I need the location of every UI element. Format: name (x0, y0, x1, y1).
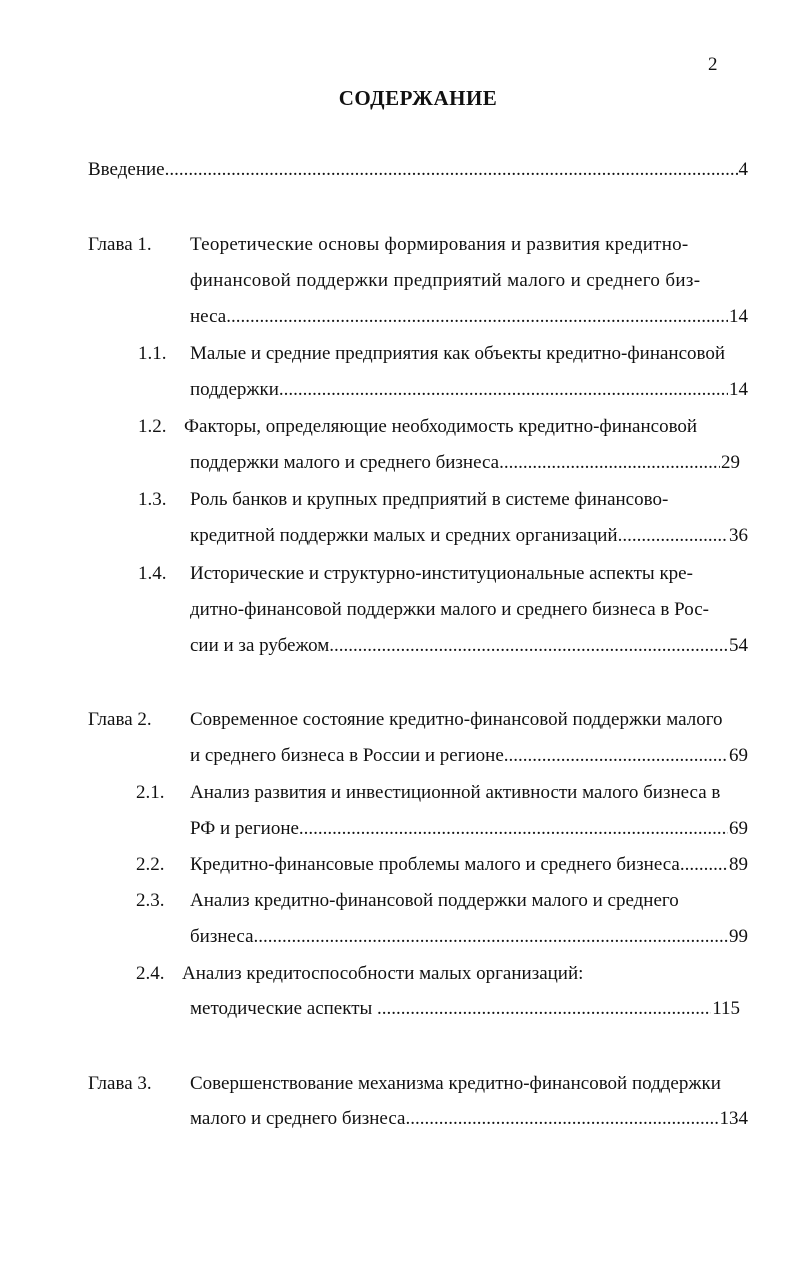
entry-text: поддержки (190, 379, 279, 400)
dot-leader (499, 451, 720, 475)
dot-leader (226, 305, 728, 329)
entry-page: 14 (729, 306, 748, 327)
entry-text: методические аспекты (190, 998, 378, 1019)
section-number: 2.4. (136, 963, 165, 984)
section-number: 2.2. (136, 854, 165, 875)
section-title-line: Роль банков и крупных предприятий в системе финансово- (190, 489, 669, 510)
entry-page: 134 (719, 1108, 748, 1129)
dot-leader (405, 1107, 718, 1131)
chapter-label: Глава 3. (88, 1073, 152, 1094)
chapter-label: Глава 1. (88, 234, 152, 255)
entry-page: 29 (721, 452, 740, 473)
entry-text: малого и среднего бизнеса (190, 1108, 406, 1129)
chapter-label: Глава 2. (88, 709, 152, 730)
toc-entry-chapter-3[interactable] (190, 1107, 748, 1131)
entry-text: Введение (88, 159, 165, 180)
toc-entry-chapter-1[interactable] (190, 305, 748, 329)
section-title-line: Анализ кредитоспособности малых организаций: (182, 963, 584, 984)
entry-page: 115 (712, 998, 740, 1019)
entry-page: 89 (729, 854, 748, 875)
dot-leader (377, 997, 711, 1021)
entry-text: кредитной поддержки малых и средних организаций (190, 525, 618, 546)
chapter-title-line: финансовой поддержки предприятий малого и среднего биз- (190, 270, 701, 291)
entry-text: сии и за рубежом (190, 635, 330, 656)
toc-entry-section-1-4[interactable] (190, 634, 748, 658)
section-title-line: Исторические и структурно-институциональные аспекты кре- (190, 563, 693, 584)
dot-leader (504, 744, 728, 768)
toc-entry-section-1-1[interactable] (190, 378, 748, 402)
entry-page: 4 (738, 159, 748, 180)
toc-entry-section-2-3[interactable] (190, 925, 748, 949)
section-number: 2.1. (136, 782, 165, 803)
toc-entry-section-2-2[interactable] (190, 853, 748, 877)
section-number: 1.2. (138, 416, 167, 437)
dot-leader (680, 853, 728, 877)
toc-entry-chapter-2[interactable] (190, 744, 748, 768)
toc-entry-section-2-4[interactable] (190, 997, 740, 1021)
entry-text: Кредитно-финансовые проблемы малого и среднего бизнеса (190, 854, 680, 875)
entry-text: РФ и регионе (190, 818, 299, 839)
section-title-line: Факторы, определяющие необходимость кредитно-финансовой (184, 416, 698, 437)
dot-leader (618, 524, 728, 548)
toc-entry-section-1-2[interactable] (190, 451, 740, 475)
entry-text: бизнеса (190, 926, 254, 947)
section-number: 1.3. (138, 489, 167, 510)
section-title-line: дитно-финансовой поддержки малого и среднего бизнеса в Рос- (190, 599, 709, 620)
toc-entry-intro[interactable] (88, 158, 748, 182)
entry-text: и среднего бизнеса в России и регионе (190, 745, 504, 766)
section-number: 2.3. (136, 890, 165, 911)
entry-page: 99 (729, 926, 748, 947)
dot-leader (299, 817, 728, 841)
dot-leader (279, 378, 728, 402)
entry-page: 36 (729, 525, 748, 546)
section-number: 1.4. (138, 563, 167, 584)
entry-text: неса (190, 306, 227, 327)
entry-page: 54 (729, 635, 748, 656)
page-number: 2 (708, 54, 718, 75)
entry-page: 69 (729, 818, 748, 839)
section-title-line: Анализ кредитно-финансовой поддержки малого и среднего (190, 890, 679, 911)
dot-leader (254, 925, 728, 949)
section-title-line: Анализ развития и инвестиционной активности малого бизнеса в (190, 782, 721, 803)
toc-title: СОДЕРЖАНИЕ (338, 86, 498, 110)
chapter-title-line: Теоретические основы формирования и развития кредитно- (190, 234, 689, 255)
chapter-title-line: Современное состояние кредитно-финансовой поддержки малого (190, 709, 723, 730)
toc-entry-section-2-1[interactable] (190, 817, 748, 841)
entry-page: 14 (729, 379, 748, 400)
dot-leader (165, 158, 738, 182)
section-number: 1.1. (138, 343, 167, 364)
section-title-line: Малые и средние предприятия как объекты кредитно-финансовой (190, 343, 726, 364)
toc-entry-section-1-3[interactable] (190, 524, 748, 548)
entry-text: поддержки малого и среднего бизнеса (190, 452, 500, 473)
entry-page: 69 (729, 745, 748, 766)
dot-leader (329, 634, 728, 658)
chapter-title-line: Совершенствование механизма кредитно-финансовой поддержки (190, 1073, 721, 1094)
